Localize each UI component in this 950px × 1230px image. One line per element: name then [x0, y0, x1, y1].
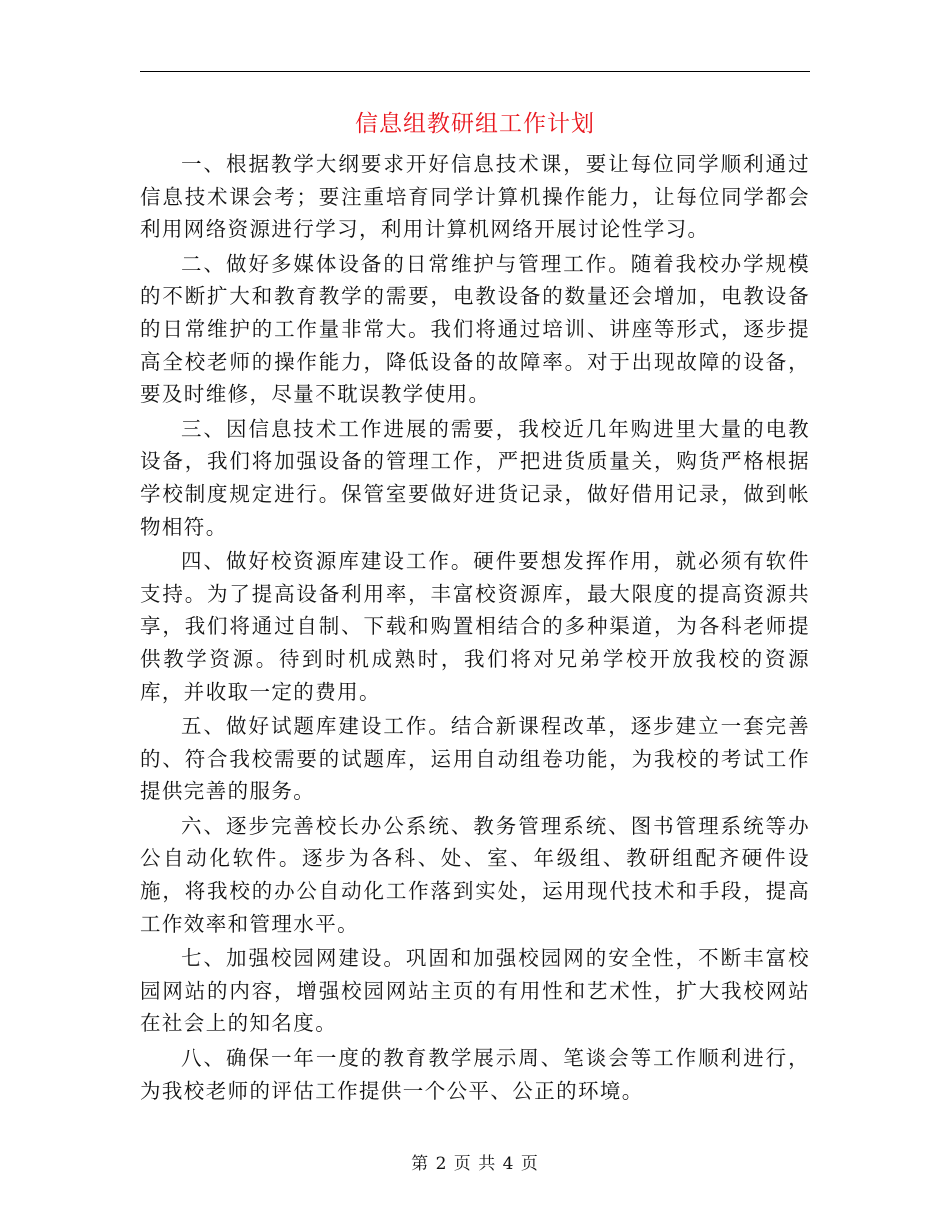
paragraph-4: 四、做好校资源库建设工作。硬件要想发挥作用，就必须有软件支持。为了提高设备利用率，丰富校资源库，最大限度的提高资源共享，我们将通过自制、下载和购置相结合的多种渠道，为各科老师提供教学资源。待到时机成熟时，我们将对兄弟学校开放我校的资源库，并收取一定的费用。	[140, 549, 810, 704]
header-rule	[140, 71, 810, 72]
page-number-footer: 第 2 页 共 4 页	[411, 1154, 539, 1174]
paragraph-1: 一、根据教学大纲要求开好信息技术课，要让每位同学顺利通过信息技术课会考；要注重培育同学计算机操作能力，让每位同学都会利用网络资源进行学习，利用计算机网络开展讨论性学习。	[140, 152, 810, 242]
paragraph-8: 八、确保一年一度的教育教学展示周、笔谈会等工作顺利进行，为我校老师的评估工作提供一个公平、公正的环境。	[140, 1046, 810, 1103]
document-body	[140, 148, 810, 1109]
paragraph-6: 六、逐步完善校长办公系统、教务管理系统、图书管理系统等办公自动化软件。逐步为各科、处、室、年级组、教研组配齐硬件设施，将我校的办公自动化工作落到实处，运用现代技术和手段，提高工作效率和管理水平。	[140, 813, 810, 936]
paragraph-7: 七、加强校园网建设。巩固和加强校园网的安全性，不断丰富校园网站的内容，增强校园网站主页的有用性和艺术性，扩大我校网站在社会上的知名度。	[140, 946, 810, 1036]
document-title: 信息组教研组工作计划	[355, 111, 595, 137]
paragraph-5: 五、做好试题库建设工作。结合新课程改革，逐步建立一套完善的、符合我校需要的试题库，运用自动组卷功能，为我校的考试工作提供完善的服务。	[140, 714, 810, 804]
paragraph-3: 三、因信息技术工作进展的需要，我校近几年购进里大量的电教设备，我们将加强设备的管理工作，严把进货质量关，购货严格根据学校制度规定进行。保管室要做好进货记录，做好借用记录，做到帐物相符。	[140, 416, 810, 539]
paragraph-2: 二、做好多媒体设备的日常维护与管理工作。随着我校办学规模的不断扩大和教育教学的需要，电教设备的数量还会增加，电教设备的日常维护的工作量非常大。我们将通过培训、讲座等形式，逐步提高全校老师的操作能力，降低设备的故障率。对于出现故障的设备，要及时维修，尽量不耽误教学使用。	[140, 251, 810, 407]
